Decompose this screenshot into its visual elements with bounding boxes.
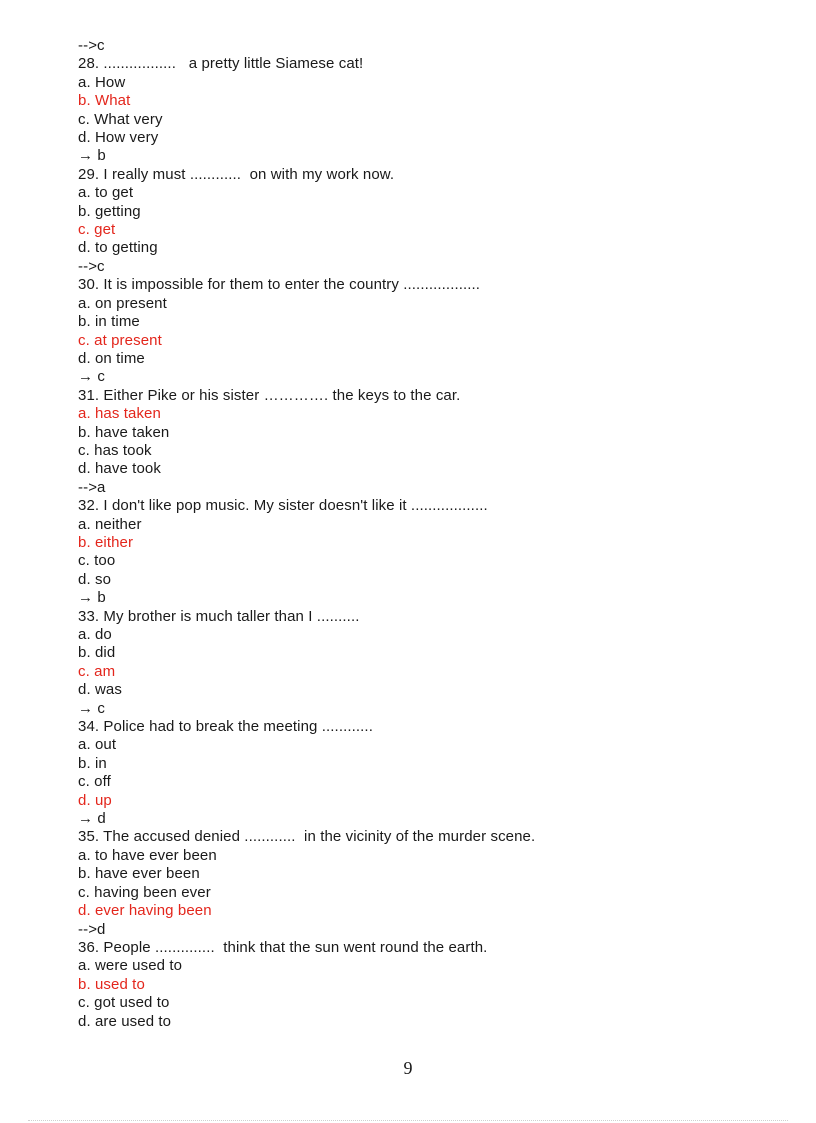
answer-option: d. to getting (78, 239, 158, 257)
answer-option-correct: d. up (78, 791, 112, 809)
answer-option: b. in (78, 754, 107, 772)
answer-option: d. on time (78, 349, 145, 367)
answer-option: d. so (78, 570, 112, 588)
answer-option-correct: b. What (78, 92, 131, 110)
answer-option-correct: c. am (78, 662, 116, 680)
question-stem: 32. I don't like pop music. My sister doesn't like it .................. (78, 497, 488, 515)
answer-option: a. to get (78, 184, 134, 202)
answer-option: c. got used to (78, 994, 170, 1012)
answer-option: b. have ever been (78, 865, 200, 883)
answer-option: a. out (78, 736, 117, 754)
answer-option: b. did (78, 644, 116, 662)
question-stem: 29. I really must ............ on with my work now. (78, 165, 395, 183)
answer-key: → b (78, 589, 106, 607)
answer-option: c. off (78, 773, 111, 791)
answer-option: b. have taken (78, 423, 170, 441)
answer-option: c. What very (78, 110, 163, 128)
answer-option-correct: b. used to (78, 975, 145, 993)
answer-option: c. has took (78, 441, 152, 459)
answer-option-correct: a. has taken (78, 405, 161, 423)
question-stem: 31. Either Pike or his sister …………. the keys to the car. (78, 386, 461, 404)
question-stem: 35. The accused denied ............ in the vicinity of the murder scene. (78, 828, 536, 846)
answer-option-correct: b. either (78, 533, 134, 551)
page-number: 9 (403, 1058, 413, 1078)
answer-option: b. getting (78, 202, 141, 220)
answer-key: -->c (78, 37, 105, 54)
answer-option: c. too (78, 552, 116, 570)
question-stem: 36. People .............. think that the sun went round the earth. (78, 938, 488, 956)
answer-option-correct: c. at present (78, 331, 162, 349)
answer-key: -->a (78, 478, 106, 496)
answer-option: a. to have ever been (78, 846, 217, 864)
document-body (78, 37, 758, 1031)
answer-option: b. in time (78, 313, 140, 331)
answer-option: a. How (78, 73, 126, 91)
answer-key: → c (78, 368, 105, 386)
answer-option: a. were used to (78, 957, 183, 975)
answer-option: c. having been ever (78, 883, 211, 901)
answer-key: → d (78, 810, 106, 828)
question-stem: 30. It is impossible for them to enter the country .................. (78, 276, 481, 294)
answer-option: d. How very (78, 129, 159, 147)
footer-divider (28, 1120, 788, 1121)
answer-option: d. was (78, 681, 122, 699)
answer-option: a. do (78, 626, 112, 643)
answer-option: d. are used to (78, 1012, 172, 1030)
question-stem: 28. ................. a pretty little Siamese cat! (78, 55, 364, 73)
answer-option-correct: d. ever having been (78, 902, 212, 920)
answer-key: -->c (78, 257, 105, 275)
answer-option: a. on present (78, 294, 167, 312)
answer-option: d. have took (78, 460, 161, 478)
answer-option: a. neither (78, 515, 142, 533)
answer-key: -->d (78, 920, 106, 938)
answer-option-correct: c. get (78, 221, 116, 239)
question-stem: 34. Police had to break the meeting ............ (78, 718, 373, 736)
answer-key: → b (78, 147, 106, 165)
question-stem: 33. My brother is much taller than I .......... (78, 607, 360, 625)
answer-key: → c (78, 699, 105, 717)
